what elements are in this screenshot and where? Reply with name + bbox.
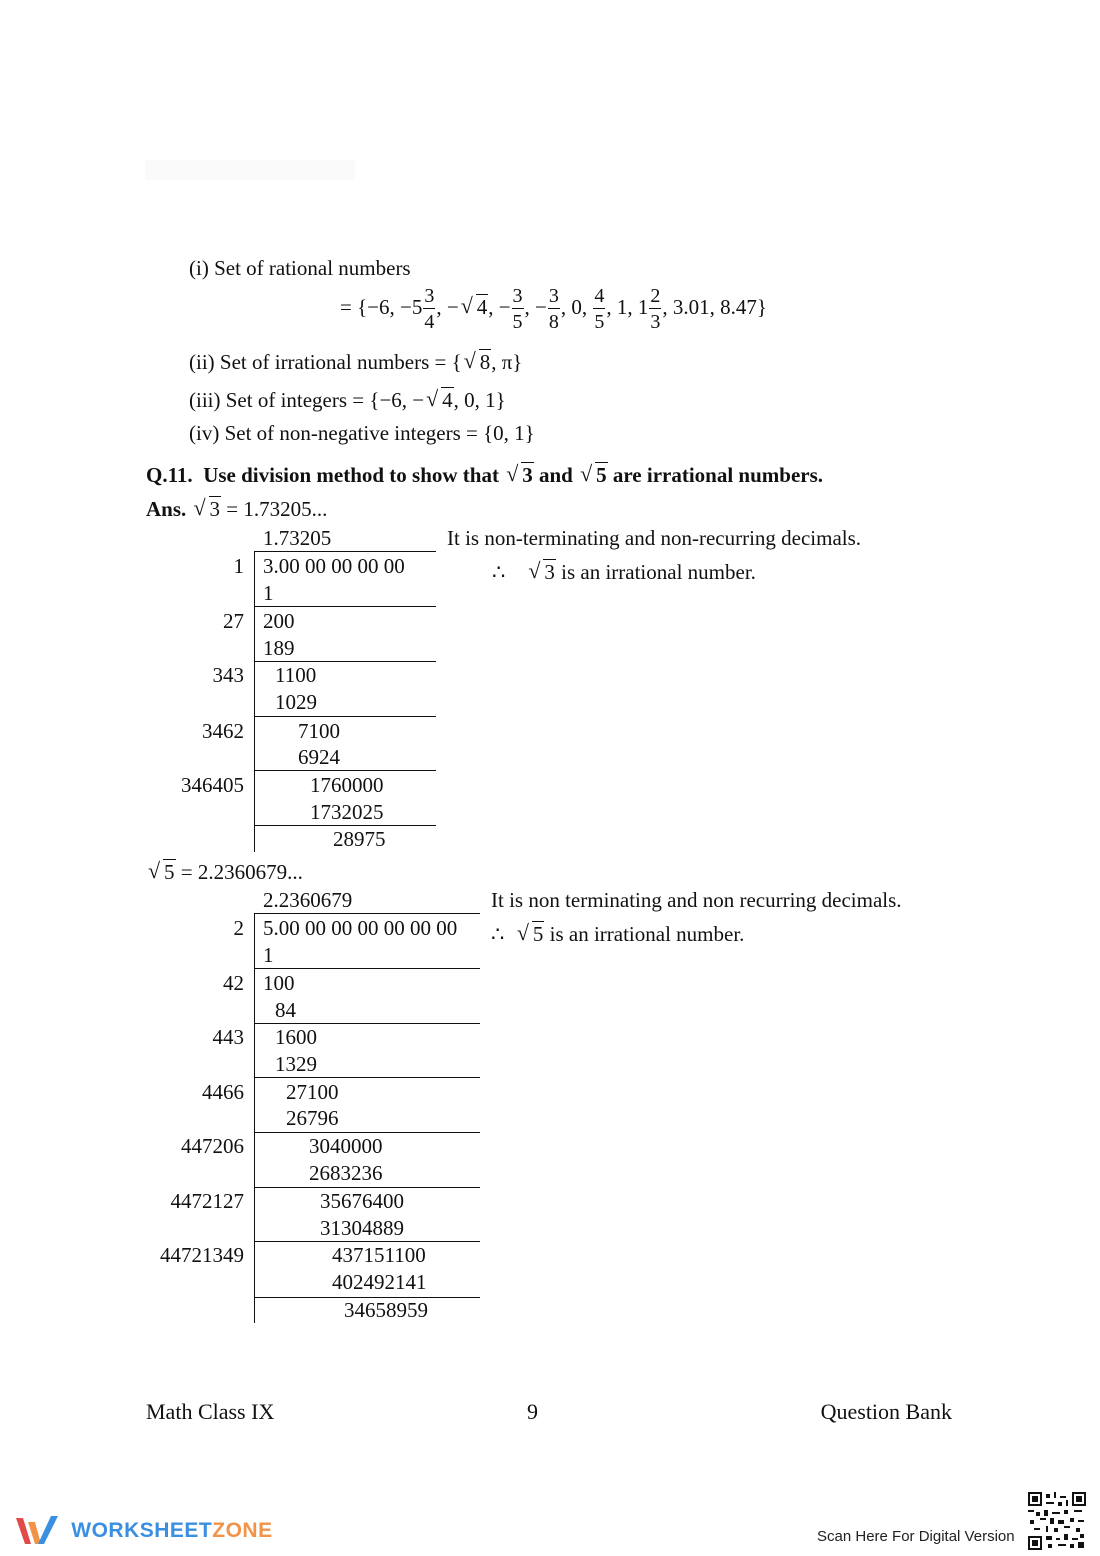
fraction: $\frac{2}{3}$: [650, 285, 661, 333]
step-line: [254, 661, 436, 662]
sqrt-symbol: √ 5: [148, 860, 176, 885]
conclusion: ∴ √ 3 is an irrational number.: [492, 560, 756, 585]
worksheetzone-logo[interactable]: [14, 1514, 273, 1548]
divisor: 343: [212, 663, 244, 687]
divisor: 447206: [181, 1134, 244, 1158]
non-negative-integer-set: (iv) Set of non-negative integers = {0, 1}: [189, 421, 535, 445]
divisor: 44721349: [160, 1243, 244, 1267]
step: 26796: [286, 1106, 339, 1130]
divisor: 2: [233, 916, 244, 940]
remainder: 28975: [333, 827, 386, 851]
divisor: 346405: [181, 773, 244, 797]
fraction: $\frac{3}{8}$: [548, 285, 559, 333]
step: 7100: [298, 719, 340, 743]
scan-caption: Scan Here For Digital Version: [817, 1528, 1015, 1545]
divisor: 27: [223, 609, 244, 633]
step: 1029: [275, 690, 317, 714]
step-line: [254, 1132, 480, 1133]
step: 200: [263, 609, 295, 633]
step: 437151100: [332, 1243, 426, 1267]
step: 402492141: [332, 1270, 427, 1294]
step-line: [254, 968, 480, 969]
sqrt-symbol: √ 5: [517, 922, 545, 947]
divisor: 1: [233, 554, 244, 578]
dividend: 5.00 00 00 00 00 00 00: [263, 916, 458, 940]
rational-set-expression: = {−6, −5 $\frac{3}{4}$ , −√ 4, − $\frac{3}{5}$ , − $\frac{3}{8}$ , 0, $\frac{4}{5}$ , 1, 1 $\frac{2}{3}$ , 3.01, 8.47}: [340, 286, 767, 332]
faded-header-area: [145, 160, 355, 180]
step: 1100: [275, 663, 317, 687]
step-line: [254, 1023, 480, 1024]
divisor: 4466: [202, 1080, 244, 1104]
page-number: 9: [527, 1399, 538, 1424]
quotient: 1.73205: [263, 526, 332, 550]
step: 3040000: [309, 1134, 383, 1158]
divider-vertical: [254, 913, 255, 1323]
step-line: [254, 1077, 480, 1078]
step: 84: [275, 998, 296, 1022]
divider-top: [254, 913, 480, 914]
question-heading: Q.11. Use division method to show that √ 3 and √ 5 are irrational numbers.: [146, 463, 823, 488]
sqrt-symbol: √ 3: [528, 560, 556, 585]
divisor: 443: [212, 1025, 244, 1049]
quotient: 2.2360679: [263, 888, 353, 912]
step-line: [254, 1241, 480, 1242]
sqrt-symbol: √ 4: [461, 295, 489, 320]
divider-top: [254, 551, 436, 552]
divisor: 42: [223, 971, 244, 995]
step-line: [254, 825, 436, 826]
note: It is non-terminating and non-recurring decimals.: [447, 526, 862, 550]
answer-line: Ans. √ 3 = 1.73205...: [146, 497, 327, 522]
step: 1329: [275, 1052, 317, 1076]
step: 27100: [286, 1080, 339, 1104]
sqrt-symbol: √ 3: [506, 463, 534, 488]
dividend: 3.00 00 00 00 00: [263, 554, 405, 578]
logo-mark-icon: [14, 1514, 60, 1548]
step: 1: [263, 581, 274, 605]
sqrt5-value: √ 5 = 2.2360679...: [146, 860, 303, 885]
step: 31304889: [320, 1216, 404, 1240]
divisor: 4472127: [170, 1189, 244, 1213]
step-line: [254, 716, 436, 717]
sqrt-symbol: √ 5: [580, 463, 608, 488]
remainder: 34658959: [344, 1298, 428, 1322]
step: 1600: [275, 1025, 317, 1049]
step: 35676400: [320, 1189, 404, 1213]
step: 1760000: [310, 773, 384, 797]
conclusion: ∴ √ 5 is an irrational number.: [491, 922, 744, 947]
qr-code-icon[interactable]: [1028, 1492, 1086, 1550]
footer-left: Math Class IX: [146, 1399, 275, 1424]
fraction: $\frac{4}{5}$: [594, 285, 605, 333]
note: It is non terminating and non recurring decimals.: [491, 888, 902, 912]
brand-name: WORKSHEETZONE: [71, 1519, 273, 1542]
step-line: [254, 606, 436, 607]
step: 1732025: [310, 800, 384, 824]
integer-set: (iii) Set of integers = {−6, −√ 4, 0, 1}: [189, 388, 506, 413]
rational-set-label: (i) Set of rational numbers: [189, 256, 411, 280]
step: 100: [263, 971, 295, 995]
fraction: $\frac{3}{4}$: [424, 285, 435, 333]
step-line: [254, 770, 436, 771]
footer-right: Question Bank: [820, 1399, 952, 1424]
divider-vertical: [254, 551, 255, 852]
fraction: $\frac{3}{5}$: [512, 285, 523, 333]
step-line: [254, 1187, 480, 1188]
sqrt-symbol: √ 4: [426, 388, 454, 413]
irrational-set: (ii) Set of irrational numbers = {√ 8, π}: [189, 350, 522, 375]
sqrt-symbol: √ 3: [194, 497, 222, 522]
sqrt-symbol: √ 8: [464, 350, 492, 375]
step: 189: [263, 636, 295, 660]
step: 6924: [298, 745, 340, 769]
step: 2683236: [309, 1161, 383, 1185]
divisor: 3462: [202, 719, 244, 743]
step: 1: [263, 943, 274, 967]
